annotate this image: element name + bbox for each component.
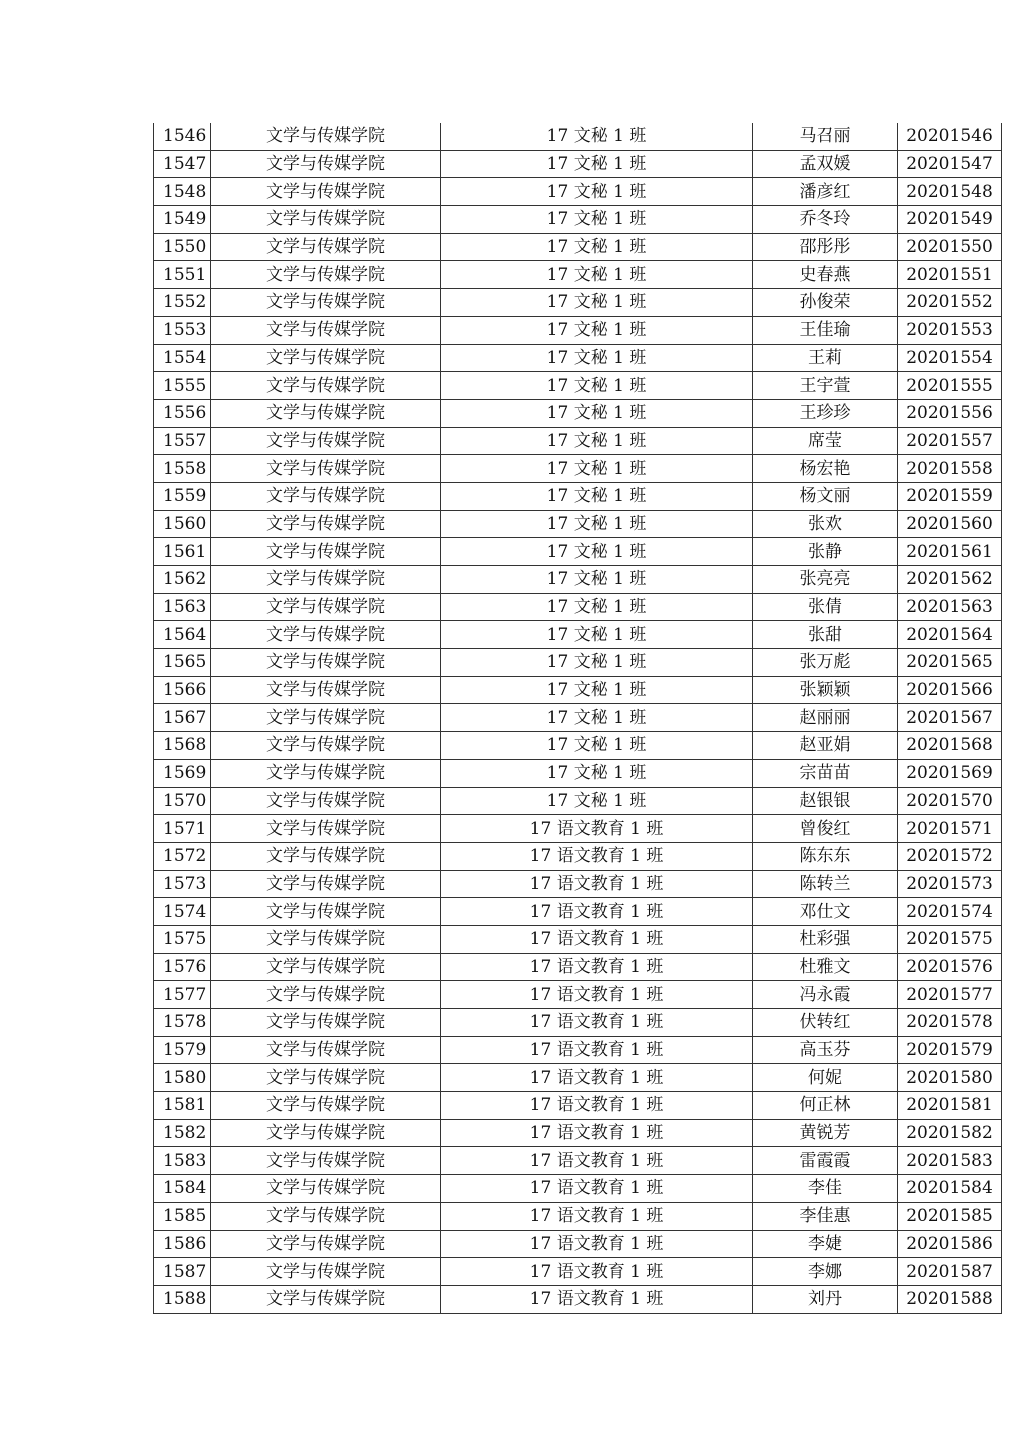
student-name-cell: 史春燕 [753, 261, 898, 289]
table-row [154, 316, 1002, 344]
student-name-cell: 席莹 [753, 427, 898, 455]
class-cell: 17 文秘 1 班 [441, 510, 753, 538]
seq-cell: 1556 [154, 399, 211, 427]
student-id-cell: 20201568 [898, 732, 1002, 760]
class-cell: 17 语文教育 1 班 [441, 1036, 753, 1064]
seq-cell: 1576 [154, 953, 211, 981]
student-id-cell: 20201581 [898, 1092, 1002, 1120]
table-row [154, 842, 1002, 870]
student-id-cell: 20201557 [898, 427, 1002, 455]
student-name-cell: 王莉 [753, 344, 898, 372]
class-cell: 17 语文教育 1 班 [441, 1092, 753, 1120]
student-id-cell: 20201578 [898, 1009, 1002, 1037]
student-id-cell: 20201580 [898, 1064, 1002, 1092]
student-id-cell: 20201574 [898, 898, 1002, 926]
student-id-cell: 20201550 [898, 233, 1002, 261]
student-id-cell: 20201561 [898, 538, 1002, 566]
table-row [154, 344, 1002, 372]
table-row [154, 178, 1002, 206]
table-row [154, 289, 1002, 317]
seq-cell: 1559 [154, 482, 211, 510]
student-id-cell: 20201583 [898, 1147, 1002, 1175]
table-row [154, 482, 1002, 510]
class-cell: 17 文秘 1 班 [441, 676, 753, 704]
class-cell: 17 文秘 1 班 [441, 538, 753, 566]
table-row [154, 206, 1002, 234]
student-id-cell: 20201567 [898, 704, 1002, 732]
student-id-cell: 20201586 [898, 1230, 1002, 1258]
student-name-cell: 杜雅文 [753, 953, 898, 981]
student-name-cell: 宗苗苗 [753, 759, 898, 787]
seq-cell: 1551 [154, 261, 211, 289]
class-cell: 17 文秘 1 班 [441, 649, 753, 677]
seq-cell: 1567 [154, 704, 211, 732]
student-name-cell: 陈东东 [753, 842, 898, 870]
class-cell: 17 语文教育 1 班 [441, 1230, 753, 1258]
college-cell: 文学与传媒学院 [211, 150, 441, 178]
student-name-cell: 李佳 [753, 1175, 898, 1203]
seq-cell: 1546 [154, 123, 211, 150]
student-name-cell: 李佳惠 [753, 1202, 898, 1230]
table-row [154, 759, 1002, 787]
table-row [154, 1064, 1002, 1092]
student-id-cell: 20201563 [898, 593, 1002, 621]
student-name-cell: 孟双媛 [753, 150, 898, 178]
seq-cell: 1569 [154, 759, 211, 787]
student-id-cell: 20201562 [898, 566, 1002, 594]
class-cell: 17 语文教育 1 班 [441, 815, 753, 843]
student-name-cell: 杨宏艳 [753, 455, 898, 483]
class-cell: 17 文秘 1 班 [441, 593, 753, 621]
class-cell: 17 文秘 1 班 [441, 233, 753, 261]
college-cell: 文学与传媒学院 [211, 178, 441, 206]
seq-cell: 1577 [154, 981, 211, 1009]
table-row [154, 566, 1002, 594]
table-row [154, 1258, 1002, 1286]
seq-cell: 1550 [154, 233, 211, 261]
class-cell: 17 文秘 1 班 [441, 787, 753, 815]
table-row [154, 621, 1002, 649]
college-cell: 文学与传媒学院 [211, 123, 441, 150]
class-cell: 17 文秘 1 班 [441, 316, 753, 344]
college-cell: 文学与传媒学院 [211, 1230, 441, 1258]
college-cell: 文学与传媒学院 [211, 815, 441, 843]
college-cell: 文学与传媒学院 [211, 593, 441, 621]
student-name-cell: 乔冬玲 [753, 206, 898, 234]
seq-cell: 1585 [154, 1202, 211, 1230]
student-id-cell: 20201571 [898, 815, 1002, 843]
table-row [154, 1285, 1002, 1313]
roster-body [154, 123, 1002, 1313]
class-cell: 17 语文教育 1 班 [441, 925, 753, 953]
student-id-cell: 20201559 [898, 482, 1002, 510]
student-name-cell: 刘丹 [753, 1285, 898, 1313]
table-row [154, 787, 1002, 815]
seq-cell: 1571 [154, 815, 211, 843]
class-cell: 17 文秘 1 班 [441, 566, 753, 594]
table-row [154, 953, 1002, 981]
class-cell: 17 语文教育 1 班 [441, 1175, 753, 1203]
student-id-cell: 20201555 [898, 372, 1002, 400]
student-name-cell: 杨文丽 [753, 482, 898, 510]
seq-cell: 1557 [154, 427, 211, 455]
college-cell: 文学与传媒学院 [211, 704, 441, 732]
student-id-cell: 20201582 [898, 1119, 1002, 1147]
college-cell: 文学与传媒学院 [211, 455, 441, 483]
seq-cell: 1563 [154, 593, 211, 621]
class-cell: 17 文秘 1 班 [441, 732, 753, 760]
student-name-cell: 雷霞霞 [753, 1147, 898, 1175]
student-id-cell: 20201549 [898, 206, 1002, 234]
table-row [154, 925, 1002, 953]
student-id-cell: 20201575 [898, 925, 1002, 953]
student-name-cell: 李婕 [753, 1230, 898, 1258]
student-name-cell: 王佳瑜 [753, 316, 898, 344]
table-row [154, 399, 1002, 427]
student-name-cell: 王珍珍 [753, 399, 898, 427]
seq-cell: 1586 [154, 1230, 211, 1258]
college-cell: 文学与传媒学院 [211, 649, 441, 677]
seq-cell: 1549 [154, 206, 211, 234]
table-row [154, 510, 1002, 538]
seq-cell: 1572 [154, 842, 211, 870]
seq-cell: 1581 [154, 1092, 211, 1120]
student-id-cell: 20201573 [898, 870, 1002, 898]
seq-cell: 1547 [154, 150, 211, 178]
seq-cell: 1578 [154, 1009, 211, 1037]
seq-cell: 1587 [154, 1258, 211, 1286]
student-id-cell: 20201576 [898, 953, 1002, 981]
seq-cell: 1570 [154, 787, 211, 815]
class-cell: 17 文秘 1 班 [441, 427, 753, 455]
college-cell: 文学与传媒学院 [211, 1175, 441, 1203]
college-cell: 文学与传媒学院 [211, 898, 441, 926]
seq-cell: 1582 [154, 1119, 211, 1147]
table-row [154, 593, 1002, 621]
table-row [154, 150, 1002, 178]
seq-cell: 1568 [154, 732, 211, 760]
student-name-cell: 曾俊红 [753, 815, 898, 843]
class-cell: 17 语文教育 1 班 [441, 1258, 753, 1286]
table-row [154, 870, 1002, 898]
table-row [154, 233, 1002, 261]
college-cell: 文学与传媒学院 [211, 344, 441, 372]
student-id-cell: 20201569 [898, 759, 1002, 787]
student-id-cell: 20201553 [898, 316, 1002, 344]
student-name-cell: 王宇萱 [753, 372, 898, 400]
seq-cell: 1552 [154, 289, 211, 317]
table-row [154, 676, 1002, 704]
student-id-cell: 20201560 [898, 510, 1002, 538]
seq-cell: 1566 [154, 676, 211, 704]
student-name-cell: 高玉芬 [753, 1036, 898, 1064]
class-cell: 17 语文教育 1 班 [441, 1119, 753, 1147]
college-cell: 文学与传媒学院 [211, 233, 441, 261]
student-name-cell: 冯永霞 [753, 981, 898, 1009]
student-name-cell: 赵丽丽 [753, 704, 898, 732]
student-name-cell: 黄锐芳 [753, 1119, 898, 1147]
seq-cell: 1565 [154, 649, 211, 677]
college-cell: 文学与传媒学院 [211, 1064, 441, 1092]
seq-cell: 1554 [154, 344, 211, 372]
table-row [154, 1147, 1002, 1175]
student-id-cell: 20201565 [898, 649, 1002, 677]
student-id-cell: 20201548 [898, 178, 1002, 206]
student-id-cell: 20201554 [898, 344, 1002, 372]
student-name-cell: 张欢 [753, 510, 898, 538]
student-name-cell: 邵彤彤 [753, 233, 898, 261]
college-cell: 文学与传媒学院 [211, 510, 441, 538]
college-cell: 文学与传媒学院 [211, 399, 441, 427]
student-name-cell: 赵银银 [753, 787, 898, 815]
table-row [154, 1202, 1002, 1230]
class-cell: 17 语文教育 1 班 [441, 1009, 753, 1037]
table-row [154, 1175, 1002, 1203]
class-cell: 17 语文教育 1 班 [441, 842, 753, 870]
class-cell: 17 文秘 1 班 [441, 455, 753, 483]
class-cell: 17 文秘 1 班 [441, 206, 753, 234]
student-name-cell: 张静 [753, 538, 898, 566]
table-row [154, 1009, 1002, 1037]
college-cell: 文学与传媒学院 [211, 981, 441, 1009]
student-id-cell: 20201547 [898, 150, 1002, 178]
seq-cell: 1553 [154, 316, 211, 344]
seq-cell: 1558 [154, 455, 211, 483]
student-name-cell: 张亮亮 [753, 566, 898, 594]
college-cell: 文学与传媒学院 [211, 1119, 441, 1147]
student-name-cell: 赵亚娟 [753, 732, 898, 760]
table-row [154, 372, 1002, 400]
college-cell: 文学与传媒学院 [211, 427, 441, 455]
college-cell: 文学与传媒学院 [211, 1202, 441, 1230]
class-cell: 17 语文教育 1 班 [441, 898, 753, 926]
seq-cell: 1555 [154, 372, 211, 400]
college-cell: 文学与传媒学院 [211, 1009, 441, 1037]
table-row [154, 455, 1002, 483]
table-row [154, 649, 1002, 677]
table-row [154, 1036, 1002, 1064]
college-cell: 文学与传媒学院 [211, 676, 441, 704]
class-cell: 17 文秘 1 班 [441, 178, 753, 206]
student-name-cell: 李娜 [753, 1258, 898, 1286]
college-cell: 文学与传媒学院 [211, 261, 441, 289]
student-id-cell: 20201584 [898, 1175, 1002, 1203]
college-cell: 文学与传媒学院 [211, 759, 441, 787]
class-cell: 17 文秘 1 班 [441, 399, 753, 427]
college-cell: 文学与传媒学院 [211, 925, 441, 953]
seq-cell: 1562 [154, 566, 211, 594]
table-row [154, 1092, 1002, 1120]
student-id-cell: 20201556 [898, 399, 1002, 427]
student-id-cell: 20201570 [898, 787, 1002, 815]
student-id-cell: 20201566 [898, 676, 1002, 704]
table-row [154, 123, 1002, 150]
college-cell: 文学与传媒学院 [211, 1285, 441, 1313]
table-row [154, 1230, 1002, 1258]
class-cell: 17 文秘 1 班 [441, 261, 753, 289]
seq-cell: 1548 [154, 178, 211, 206]
student-name-cell: 陈转兰 [753, 870, 898, 898]
college-cell: 文学与传媒学院 [211, 566, 441, 594]
college-cell: 文学与传媒学院 [211, 538, 441, 566]
class-cell: 17 文秘 1 班 [441, 344, 753, 372]
college-cell: 文学与传媒学院 [211, 870, 441, 898]
class-cell: 17 语文教育 1 班 [441, 870, 753, 898]
class-cell: 17 文秘 1 班 [441, 289, 753, 317]
student-name-cell: 马召丽 [753, 123, 898, 150]
college-cell: 文学与传媒学院 [211, 1092, 441, 1120]
student-name-cell: 杜彩强 [753, 925, 898, 953]
college-cell: 文学与传媒学院 [211, 289, 441, 317]
seq-cell: 1584 [154, 1175, 211, 1203]
table-row [154, 538, 1002, 566]
college-cell: 文学与传媒学院 [211, 621, 441, 649]
student-name-cell: 伏转红 [753, 1009, 898, 1037]
class-cell: 17 语文教育 1 班 [441, 981, 753, 1009]
student-id-cell: 20201579 [898, 1036, 1002, 1064]
student-id-cell: 20201572 [898, 842, 1002, 870]
table-row [154, 898, 1002, 926]
student-name-cell: 孙俊荣 [753, 289, 898, 317]
class-cell: 17 文秘 1 班 [441, 482, 753, 510]
student-name-cell: 张颖颖 [753, 676, 898, 704]
student-id-cell: 20201552 [898, 289, 1002, 317]
class-cell: 17 文秘 1 班 [441, 704, 753, 732]
class-cell: 17 语文教育 1 班 [441, 1202, 753, 1230]
seq-cell: 1574 [154, 898, 211, 926]
seq-cell: 1579 [154, 1036, 211, 1064]
college-cell: 文学与传媒学院 [211, 842, 441, 870]
college-cell: 文学与传媒学院 [211, 482, 441, 510]
seq-cell: 1560 [154, 510, 211, 538]
class-cell: 17 语文教育 1 班 [441, 1064, 753, 1092]
college-cell: 文学与传媒学院 [211, 1147, 441, 1175]
college-cell: 文学与传媒学院 [211, 1036, 441, 1064]
student-roster-table [153, 123, 1002, 1314]
student-id-cell: 20201564 [898, 621, 1002, 649]
table-row [154, 261, 1002, 289]
class-cell: 17 文秘 1 班 [441, 372, 753, 400]
table-row [154, 427, 1002, 455]
student-id-cell: 20201558 [898, 455, 1002, 483]
college-cell: 文学与传媒学院 [211, 316, 441, 344]
class-cell: 17 文秘 1 班 [441, 123, 753, 150]
college-cell: 文学与传媒学院 [211, 1258, 441, 1286]
table-row [154, 1119, 1002, 1147]
student-name-cell: 张万彪 [753, 649, 898, 677]
class-cell: 17 语文教育 1 班 [441, 1285, 753, 1313]
table-row [154, 704, 1002, 732]
seq-cell: 1575 [154, 925, 211, 953]
college-cell: 文学与传媒学院 [211, 372, 441, 400]
student-name-cell: 张甜 [753, 621, 898, 649]
class-cell: 17 文秘 1 班 [441, 150, 753, 178]
student-name-cell: 何妮 [753, 1064, 898, 1092]
student-id-cell: 20201587 [898, 1258, 1002, 1286]
college-cell: 文学与传媒学院 [211, 787, 441, 815]
student-name-cell: 张倩 [753, 593, 898, 621]
college-cell: 文学与传媒学院 [211, 206, 441, 234]
table-row [154, 732, 1002, 760]
student-id-cell: 20201585 [898, 1202, 1002, 1230]
class-cell: 17 语文教育 1 班 [441, 1147, 753, 1175]
student-name-cell: 邓仕文 [753, 898, 898, 926]
class-cell: 17 文秘 1 班 [441, 621, 753, 649]
student-id-cell: 20201551 [898, 261, 1002, 289]
seq-cell: 1573 [154, 870, 211, 898]
student-name-cell: 潘彦红 [753, 178, 898, 206]
seq-cell: 1588 [154, 1285, 211, 1313]
student-id-cell: 20201588 [898, 1285, 1002, 1313]
college-cell: 文学与传媒学院 [211, 732, 441, 760]
seq-cell: 1564 [154, 621, 211, 649]
seq-cell: 1583 [154, 1147, 211, 1175]
class-cell: 17 文秘 1 班 [441, 759, 753, 787]
student-name-cell: 何正林 [753, 1092, 898, 1120]
class-cell: 17 语文教育 1 班 [441, 953, 753, 981]
table-row [154, 981, 1002, 1009]
student-id-cell: 20201577 [898, 981, 1002, 1009]
seq-cell: 1580 [154, 1064, 211, 1092]
table-row [154, 815, 1002, 843]
college-cell: 文学与传媒学院 [211, 953, 441, 981]
seq-cell: 1561 [154, 538, 211, 566]
student-id-cell: 20201546 [898, 123, 1002, 150]
